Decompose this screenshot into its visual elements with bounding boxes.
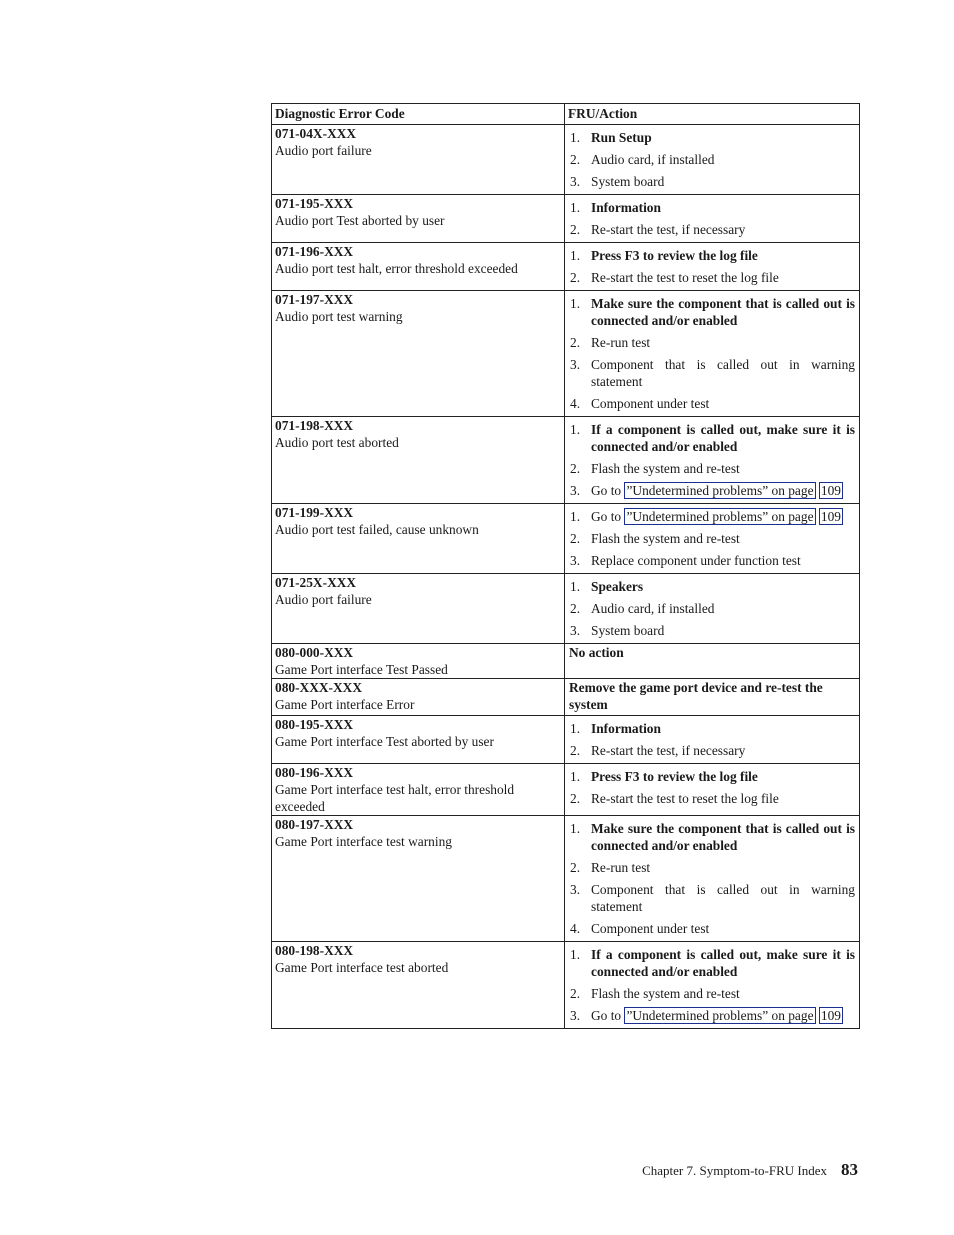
table-row <box>272 243 860 291</box>
action-step <box>569 600 855 617</box>
action-step <box>569 334 855 351</box>
step-number: 3. <box>570 483 581 498</box>
step-number: 2. <box>570 461 581 476</box>
step-number: 2. <box>570 152 581 167</box>
error-code-cell <box>272 504 565 574</box>
error-code: 071-04X-XXX <box>275 126 357 141</box>
fru-action-cell <box>565 816 860 942</box>
error-code: 080-195-XXX <box>275 717 354 732</box>
fru-action-cell <box>565 243 860 291</box>
page-reference-link[interactable]: 109 <box>820 1008 841 1023</box>
fru-action-cell <box>565 195 860 243</box>
action-step <box>569 742 855 759</box>
step-number: 1. <box>570 509 581 524</box>
action-steps-list <box>569 421 855 499</box>
action-steps-list <box>569 508 855 569</box>
step-number: 3. <box>570 553 581 568</box>
error-code: 071-197-XXX <box>275 292 354 307</box>
action-step <box>569 199 855 216</box>
error-code-cell <box>272 816 565 942</box>
step-number: 2. <box>570 531 581 546</box>
table-row <box>272 291 860 417</box>
error-code-cell <box>272 716 565 764</box>
step-text: Component under test <box>591 921 710 936</box>
step-text: System board <box>591 623 665 638</box>
fru-action-cell <box>565 716 860 764</box>
table-row <box>272 125 860 195</box>
step-number: 1. <box>570 821 581 836</box>
step-number: 3. <box>570 1008 581 1023</box>
error-description: Audio port test warning <box>275 309 403 324</box>
action-steps-list <box>569 720 855 759</box>
error-code: 080-XXX-XXX <box>275 680 363 695</box>
step-text: Replace component under function test <box>591 553 801 568</box>
step-text: Make sure the component that is called out is connected and/or enabled <box>591 296 855 328</box>
fru-action-cell <box>565 125 860 195</box>
action-steps-list <box>569 295 855 412</box>
error-description: Audio port test halt, error threshold exceeded <box>275 261 518 276</box>
error-code-cell <box>272 679 565 716</box>
error-code: 080-000-XXX <box>275 645 354 660</box>
error-code: 080-196-XXX <box>275 765 354 780</box>
action-step <box>569 151 855 168</box>
column-header-fru: FRU/Action <box>565 104 860 125</box>
action-step <box>569 460 855 477</box>
error-description: Audio port failure <box>275 592 372 607</box>
action-step <box>569 920 855 937</box>
step-text: Re-start the test to reset the log file <box>591 270 779 285</box>
error-code-cell <box>272 764 565 816</box>
error-description: Audio port test aborted <box>275 435 399 450</box>
step-number: 3. <box>570 623 581 638</box>
step-number: 1. <box>570 947 581 962</box>
step-text: Component under test <box>591 396 710 411</box>
step-text: Component that is called out in warning statement <box>591 357 855 389</box>
step-number: 4. <box>570 921 581 936</box>
page-reference-link[interactable]: 109 <box>820 483 841 498</box>
action-step <box>569 985 855 1002</box>
error-code-cell <box>272 125 565 195</box>
action-step <box>569 768 855 785</box>
step-text: Run Setup <box>591 130 652 145</box>
error-code-cell <box>272 243 565 291</box>
step-text: Audio card, if installed <box>591 601 715 616</box>
step-number: 2. <box>570 601 581 616</box>
action-step <box>569 530 855 547</box>
action-steps-list <box>569 820 855 937</box>
fru-action-cell <box>565 291 860 417</box>
table-row <box>272 417 860 504</box>
fru-action-cell <box>565 679 860 716</box>
action-step <box>569 269 855 286</box>
step-number: 2. <box>570 986 581 1001</box>
step-number: 2. <box>570 791 581 806</box>
table-row <box>272 942 860 1029</box>
chapter-title: Chapter 7. Symptom-to-FRU Index <box>642 1163 827 1178</box>
error-code-cell <box>272 942 565 1029</box>
step-text: Press F3 to review the log file <box>591 769 758 784</box>
action-step <box>569 720 855 737</box>
action-steps-list <box>569 946 855 1024</box>
error-description: Audio port failure <box>275 143 372 158</box>
error-description: Game Port interface Test aborted by user <box>275 734 494 749</box>
step-text: Information <box>591 200 661 215</box>
step-number: 1. <box>570 579 581 594</box>
step-number: 1. <box>570 248 581 263</box>
error-description: Game Port interface test warning <box>275 834 452 849</box>
action-step <box>569 356 855 390</box>
fru-action-cell <box>565 644 860 679</box>
step-number: 1. <box>570 721 581 736</box>
action-step <box>569 859 855 876</box>
step-number: 2. <box>570 743 581 758</box>
step-text: Go to <box>591 1008 625 1023</box>
table-row <box>272 644 860 679</box>
step-text: Re-run test <box>591 860 651 875</box>
error-code: 080-197-XXX <box>275 817 354 832</box>
table-body <box>272 125 860 1029</box>
action-text: No action <box>569 645 624 660</box>
fru-action-cell <box>565 504 860 574</box>
step-text: If a component is called out, make sure it is connected and/or enabled <box>591 422 855 454</box>
error-code: 071-196-XXX <box>275 244 354 259</box>
step-text: Flash the system and re-test <box>591 461 740 476</box>
error-code-cell <box>272 574 565 644</box>
step-text: If a component is called out, make sure it is connected and/or enabled <box>591 947 855 979</box>
step-text: Re-start the test, if necessary <box>591 743 746 758</box>
action-step <box>569 482 855 499</box>
action-step <box>569 508 855 525</box>
error-code-cell <box>272 291 565 417</box>
step-number: 2. <box>570 222 581 237</box>
table-header-row <box>272 104 860 125</box>
error-code: 071-198-XXX <box>275 418 354 433</box>
step-number: 3. <box>570 357 581 372</box>
action-step <box>569 295 855 329</box>
action-steps-list <box>569 129 855 190</box>
error-description: Game Port interface Error <box>275 697 415 712</box>
step-number: 1. <box>570 296 581 311</box>
error-description: Game Port interface Test Passed <box>275 662 448 677</box>
fru-action-cell <box>565 942 860 1029</box>
table-row <box>272 195 860 243</box>
action-steps-list <box>569 578 855 639</box>
column-header-code: Diagnostic Error Code <box>272 104 565 125</box>
table-row <box>272 816 860 942</box>
action-step <box>569 622 855 639</box>
action-step <box>569 790 855 807</box>
action-step <box>569 221 855 238</box>
table-row <box>272 504 860 574</box>
error-code-cell <box>272 195 565 243</box>
action-step <box>569 820 855 854</box>
page-reference-link[interactable]: 109 <box>820 509 841 524</box>
action-steps-list <box>569 768 855 807</box>
step-text: System board <box>591 174 665 189</box>
step-text: Go to <box>591 483 625 498</box>
step-text: Flash the system and re-test <box>591 531 740 546</box>
action-step <box>569 578 855 595</box>
step-text: Re-run test <box>591 335 651 350</box>
step-number: 1. <box>570 200 581 215</box>
step-text: Go to <box>591 509 625 524</box>
action-step <box>569 129 855 146</box>
action-text: Remove the game port device and re-test the system <box>569 680 823 712</box>
step-text: Flash the system and re-test <box>591 986 740 1001</box>
action-steps-list <box>569 199 855 238</box>
error-description: Audio port test failed, cause unknown <box>275 522 479 537</box>
error-code-cell <box>272 417 565 504</box>
table-row <box>272 764 860 816</box>
action-step <box>569 173 855 190</box>
action-step <box>569 1007 855 1024</box>
page-footer <box>642 1160 858 1180</box>
step-number: 3. <box>570 174 581 189</box>
action-steps-list <box>569 247 855 286</box>
error-code: 071-25X-XXX <box>275 575 357 590</box>
step-number: 2. <box>570 860 581 875</box>
error-code: 071-199-XXX <box>275 505 354 520</box>
action-step <box>569 946 855 980</box>
step-number: 3. <box>570 882 581 897</box>
diagnostic-error-table <box>271 103 860 1029</box>
undetermined-problems-link[interactable]: ”Undetermined problems” on page <box>626 509 814 524</box>
step-number: 1. <box>570 130 581 145</box>
fru-action-cell <box>565 574 860 644</box>
action-step <box>569 247 855 264</box>
action-step <box>569 395 855 412</box>
error-code-cell <box>272 644 565 679</box>
step-text: Re-start the test to reset the log file <box>591 791 779 806</box>
step-text: Press F3 to review the log file <box>591 248 758 263</box>
step-text: Re-start the test, if necessary <box>591 222 746 237</box>
step-text: Speakers <box>591 579 644 594</box>
table-row <box>272 679 860 716</box>
action-step <box>569 421 855 455</box>
table-row <box>272 716 860 764</box>
step-number: 2. <box>570 270 581 285</box>
error-description: Game Port interface test halt, error threshold exceeded <box>275 782 515 814</box>
fru-action-cell <box>565 764 860 816</box>
action-step <box>569 881 855 915</box>
step-number: 2. <box>570 335 581 350</box>
step-text: Information <box>591 721 661 736</box>
step-number: 1. <box>570 769 581 784</box>
error-code: 071-195-XXX <box>275 196 354 211</box>
fru-action-cell <box>565 417 860 504</box>
step-text: Audio card, if installed <box>591 152 715 167</box>
error-code: 080-198-XXX <box>275 943 354 958</box>
step-number: 1. <box>570 422 581 437</box>
page-number: 83 <box>841 1160 858 1179</box>
step-text: Make sure the component that is called out is connected and/or enabled <box>591 821 855 853</box>
undetermined-problems-link[interactable]: ”Undetermined problems” on page <box>626 483 814 498</box>
table-row <box>272 574 860 644</box>
undetermined-problems-link[interactable]: ”Undetermined problems” on page <box>626 1008 814 1023</box>
error-description: Audio port Test aborted by user <box>275 213 445 228</box>
action-step <box>569 552 855 569</box>
step-text: Component that is called out in warning statement <box>591 882 855 914</box>
step-number: 4. <box>570 396 581 411</box>
error-description: Game Port interface test aborted <box>275 960 449 975</box>
